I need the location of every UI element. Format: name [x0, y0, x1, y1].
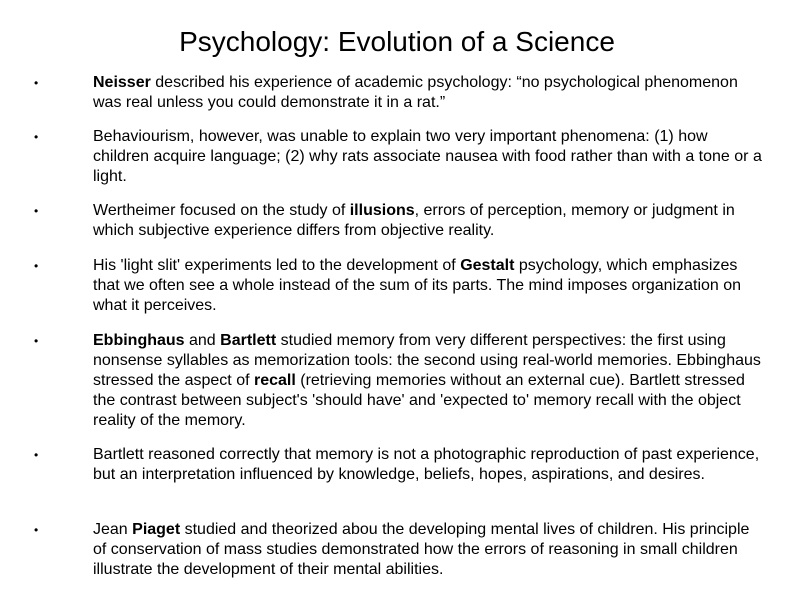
bold-term: Piaget [132, 521, 181, 538]
bullet-text [93, 73, 765, 113]
bullet-text [93, 127, 765, 187]
bullet-text [93, 520, 765, 580]
text-run: Bartlett reasoned correctly that memory is not a photographic reproduction of past experience, but an interpretation influenced by knowledge, beliefs, hopes, aspirations, and desires. [93, 446, 760, 483]
text-run: studied memory from very different perspectives: the first using nonsense syllables as memorization tools: the second using real-world memories. Ebbinghaus stressed the aspect of [93, 332, 761, 389]
text-run: , errors of perception, memory or judgment in which subjective experience differs from objective reality. [93, 202, 735, 239]
bullet-text [93, 256, 765, 316]
bold-term: Neisser [93, 74, 151, 91]
bullet-marker: • [34, 259, 39, 273]
bullet-marker: • [34, 334, 39, 348]
bullet-marker: • [34, 523, 39, 537]
bullet-text [93, 331, 765, 431]
slide-title: Psychology: Evolution of a Science [179, 26, 615, 57]
text-run: Behaviourism, however, was unable to explain two very important phenomena: (1) how children acquire language; (2) why rats associate nausea with food rather than with a tone or a light. [93, 128, 762, 185]
bullet-text [93, 445, 765, 485]
bullet-text [93, 201, 765, 241]
bold-term: Gestalt [460, 257, 515, 274]
text-run: psychology, which emphasizes that we often see a whole instead of the sum of its parts. The mind imposes organization on what it perceives. [93, 257, 742, 314]
text-run: Wertheimer focused on the study of [93, 202, 350, 219]
bold-term: recall [253, 372, 296, 389]
bold-term: illusions [349, 202, 415, 219]
text-run: studied and theorized abou the developing mental lives of children. His principle of conservation of mass studies demonstrated how the errors of reasoning in small children illustrate the development of their mental abilities. [93, 521, 750, 578]
text-run: described his experience of academic psychology: “no psychological phenomenon was real unless you could demonstrate it in a rat.” [93, 74, 738, 111]
bold-term: Ebbinghaus [93, 332, 185, 349]
text-run: and [184, 332, 221, 349]
bold-term: Bartlett [220, 332, 277, 349]
bullet-marker: • [34, 76, 39, 90]
bullet-marker: • [34, 204, 39, 218]
text-run: (retrieving memories without an external cue). Bartlett stressed the contrast between subject's 'should have' and 'expected to' memory recall with the object reality of the memory. [93, 372, 745, 429]
text-run: Jean [93, 521, 133, 538]
text-run: His 'light slit' experiments led to the development of [93, 257, 461, 274]
bullet-marker: • [34, 130, 39, 144]
bullet-marker: • [34, 448, 39, 462]
